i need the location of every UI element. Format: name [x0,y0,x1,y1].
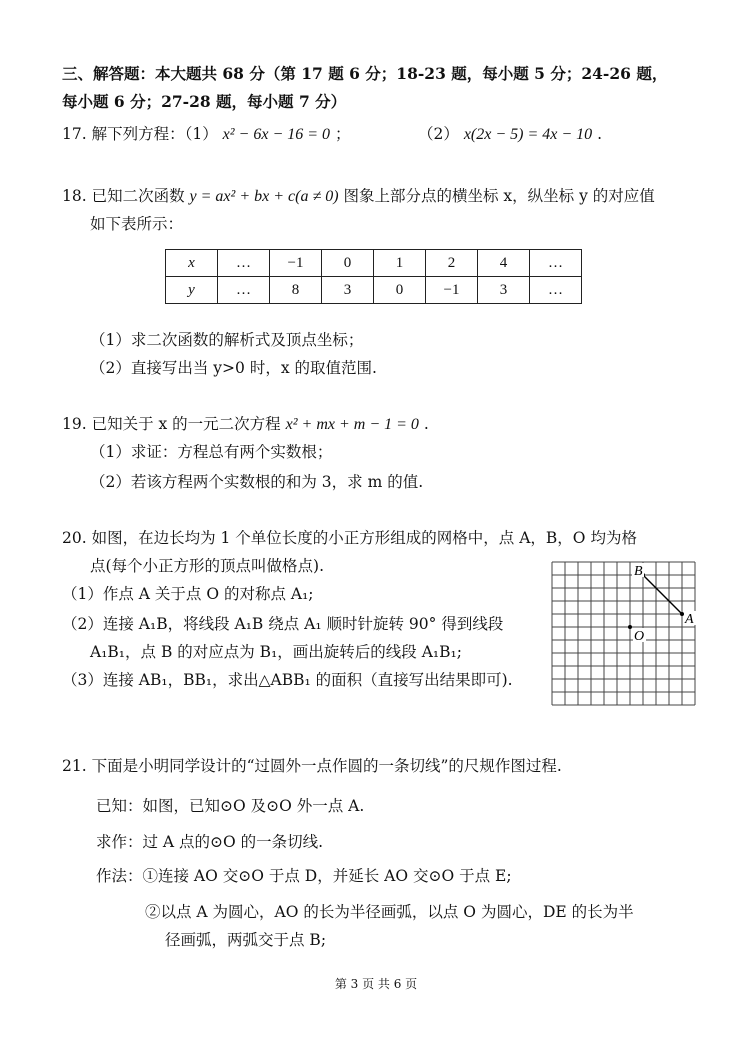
q21-todo: 求作：过 A 点的⊙O 的一条切线. [96,833,324,851]
table-cell: 0 [374,277,426,304]
table-cell: 4 [478,250,530,277]
q17-separator: ； [334,125,351,143]
question-17-part-2 [418,124,602,145]
q21-known: 已知：如图，已知⊙O 及⊙O 外一点 A. [96,797,365,815]
section-title-cont: 每小题 6 分；27-28 题，每小题 7 分） [62,92,347,111]
label-a: A [685,612,694,627]
q18-line1-b: 图象上部分点的横坐标 x，纵坐标 y 的对应值 [343,187,655,205]
q17-prefix: 17. 解下列方程：（1） [62,125,218,143]
question-18 [62,186,655,207]
question-19 [62,414,429,435]
table-cell: … [218,277,270,304]
table-cell: 3 [322,277,374,304]
q17-equation-2: x(2x − 5) = 4x − 10 [463,126,593,143]
q17-equation-1: x² − 6x − 16 = 0 [222,126,331,143]
q20-line2: 点(每个小正方形的顶点叫做格点). [90,557,325,575]
q19-sub2: （2）若该方程两个实数根的和为 3，求 m 的值. [90,473,424,491]
table-cell: 3 [478,277,530,304]
table-cell: 1 [374,250,426,277]
point-o [628,625,632,629]
q18-sub1: （1）求二次函数的解析式及顶点坐标； [90,331,364,349]
label-b: B [634,564,643,579]
q19-line1-a: 19. 已知关于 x 的一元二次方程 [62,415,281,433]
q19-equation: x² + mx + m − 1 = 0 [285,416,419,433]
table-cell: x [166,250,218,277]
q18-line1-a: 18. 已知二次函数 [62,187,185,205]
point-a [680,612,684,616]
page-footer: 第 3 页 共 6 页 [334,977,418,991]
q18-line2: 如下表所示： [90,215,184,233]
q20-sub3: （3）连接 AB₁，BB₁，求出△ABB₁ 的面积（直接写出结果即可). [62,671,513,689]
table-cell: 8 [270,277,322,304]
q19-line1-b: . [423,415,429,433]
value-table [165,249,582,304]
table-cell: … [530,277,582,304]
label-o: O [634,629,645,644]
section-title: 三、解答题：本大题共 68 分（第 17 题 6 分；18-23 题，每小题 5 分；24-26 题， [62,64,668,83]
segment-ab [643,575,682,614]
grid-figure [551,561,703,711]
table-cell: 2 [426,250,478,277]
q20-sub2-b: A₁B₁，点 B 的对应点为 B₁，画出旋转后的线段 A₁B₁; [90,643,462,661]
q17-end: . [597,125,603,143]
q18-function: y = ax² + bx + c(a ≠ 0) [189,188,339,205]
table-cell: −1 [270,250,322,277]
table-cell: … [530,250,582,277]
q19-sub1: （1）求证：方程总有两个实数根； [90,443,333,461]
question-20: 20. 如图，在边长均为 1 个单位长度的小正方形组成的网格中，点 A，B，O 均为格 [62,529,637,547]
q20-sub2-a: （2）连接 A₁B，将线段 A₁B 绕点 A₁ 顺时针旋转 90° 得到线段 [62,615,504,633]
table-cell: 0 [322,250,374,277]
question-17 [62,124,350,145]
q20-sub1: （1）作点 A 关于点 O 的对称点 A₁; [62,585,314,603]
grid-lines [552,562,695,705]
table-cell: … [218,250,270,277]
q21-method-2b: 径画弧，两弧交于点 B; [165,931,327,949]
q21-method-1: 作法：①连接 AO 交⊙O 于点 D，并延长 AO 交⊙O 于点 E; [96,867,512,885]
q17-part2-label: （2） [418,125,459,143]
table-row-y [166,277,582,304]
q18-sub2: （2）直接写出当 y>0 时，x 的取值范围. [90,359,377,377]
table-cell: y [166,277,218,304]
q21-method-2a: ②以点 A 为圆心，AO 的长为半径画弧，以点 O 为圆心，DE 的长为半 [145,903,634,921]
table-cell: −1 [426,277,478,304]
table-row-x [166,250,582,277]
question-21: 21. 下面是小明同学设计的“过圆外一点作圆的一条切线”的尺规作图过程. [62,757,562,775]
